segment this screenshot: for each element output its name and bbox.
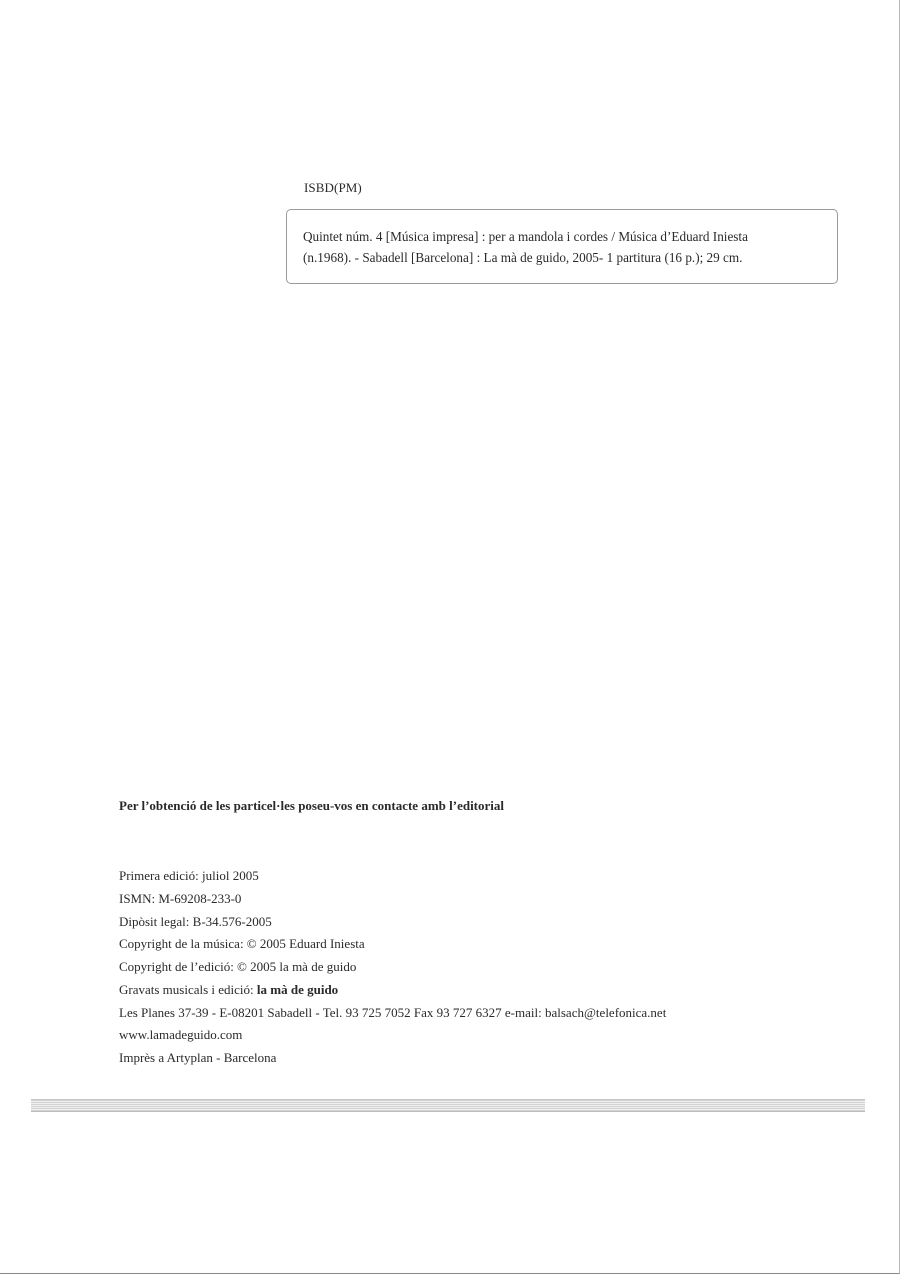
ismn-number: ISMN: M-69208-233-0 bbox=[119, 890, 242, 906]
catalog-record-box bbox=[286, 209, 838, 284]
music-copyright: Copyright de la música: © 2005 Eduard Iniesta bbox=[119, 936, 365, 952]
publisher-website: www.lamadeguido.com bbox=[119, 1027, 243, 1043]
publisher-name: la mà de guido bbox=[256, 981, 339, 997]
legal-deposit: Dipòsit legal: B-34.576-2005 bbox=[119, 913, 272, 929]
catalog-record-line-1: Quintet núm. 4 [Música impresa] : per a mandola i cordes / Música d’Eduard Iniesta bbox=[303, 229, 748, 244]
catalog-record-line-2: (n.1968). - Sabadell [Barcelona] : La mà de guido, 2005- 1 partitura (16 p.); 29 cm. bbox=[303, 250, 743, 265]
footer-rule bbox=[31, 1099, 865, 1112]
edition-copyright: Copyright de l’edició: © 2005 la mà de guido bbox=[119, 959, 357, 974]
colophon bbox=[119, 865, 666, 1070]
publisher-address: Les Planes 37-39 - E-08201 Sabadell - Tel. 93 725 7052 Fax 93 727 6327 e-mail: balsach@telefonica.net bbox=[119, 1004, 667, 1020]
engraving-credit bbox=[119, 979, 666, 1002]
engraving-label: Gravats musicals i edició: bbox=[119, 981, 257, 997]
isbd-label: ISBD(PM) bbox=[304, 180, 362, 195]
printer-credit: Imprès a Artyplan - Barcelona bbox=[119, 1050, 277, 1065]
edition-date: Primera edició: juliol 2005 bbox=[119, 868, 259, 883]
parts-contact-note: Per l’obtenció de les particel·les poseu-vos en contacte amb l’editorial bbox=[119, 798, 504, 813]
